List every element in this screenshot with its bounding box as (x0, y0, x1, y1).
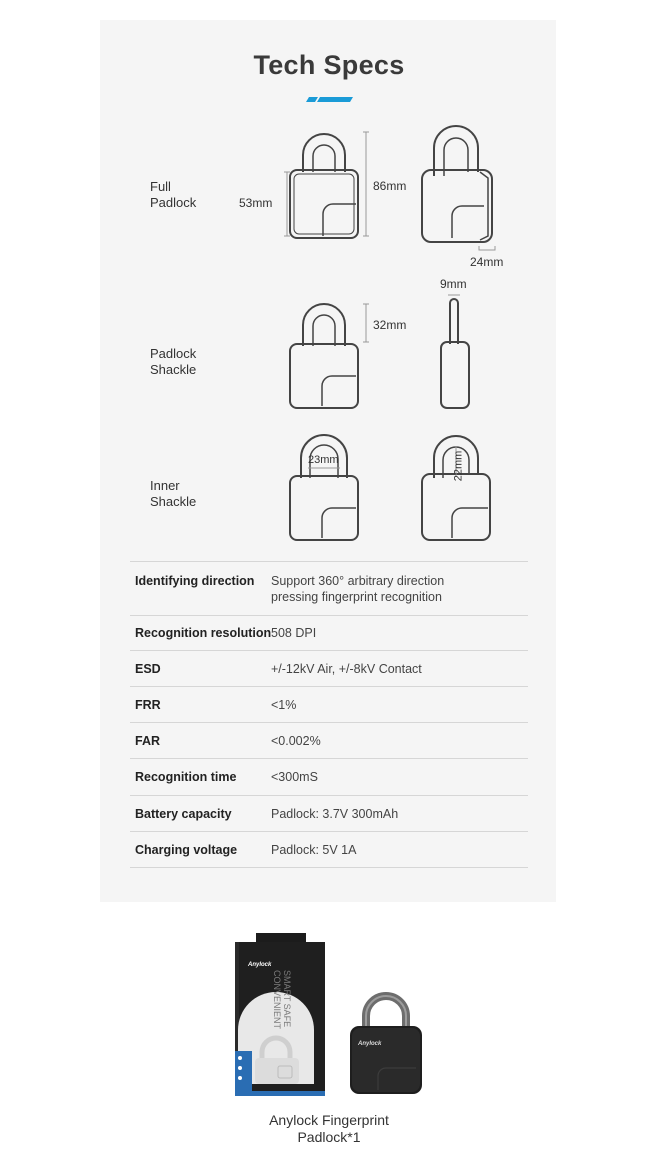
spec-value-line2: pressing fingerprint recognition (271, 590, 442, 604)
full-padlock-label-line2: Padlock (150, 195, 197, 210)
padlock-shackle-label-line1: Padlock (150, 346, 197, 361)
spec-key: FAR (135, 734, 160, 748)
full-padlock-front-drawing (290, 134, 358, 238)
spec-value: <300mS (271, 770, 318, 784)
padlock-brand-logo: Anylock (358, 1041, 382, 1047)
spec-key: Charging voltage (135, 843, 238, 857)
full-padlock-depth: 24mm (470, 255, 504, 269)
box-tagline-line1: SMART SAFE (282, 970, 292, 1028)
full-padlock-label-line1: Full (150, 179, 171, 194)
padlock-shackle-thickness: 9mm (440, 277, 467, 291)
inner-shackle-front-drawing (290, 435, 358, 540)
full-padlock-side-drawing (422, 126, 492, 242)
spec-row (130, 723, 528, 759)
box-brand-logo: Anylock (248, 962, 272, 968)
spec-row (130, 561, 528, 616)
spec-value (271, 573, 444, 605)
padlock-shackle-side-drawing (441, 299, 469, 408)
spec-key: Recognition time (135, 770, 237, 784)
product-caption-line2: Padlock*1 (297, 1129, 361, 1145)
spec-key: Battery capacity (135, 807, 232, 821)
spec-row (130, 759, 528, 796)
inner-shackle-width: 23mm (308, 454, 339, 466)
spec-row (130, 832, 528, 868)
padlock-shackle-height: 32mm (373, 318, 407, 332)
product-caption-line1: Anylock Fingerprint (269, 1112, 389, 1128)
padlock-shackle-label-line2: Shackle (150, 362, 197, 377)
product-caption (0, 1112, 658, 1146)
spec-row (130, 615, 528, 651)
padlock-shackle-front-drawing (290, 304, 358, 408)
spec-value-line1: Support 360° arbitrary direction (271, 574, 445, 588)
full-padlock-height: 86mm (373, 179, 407, 193)
spec-value: <1% (271, 698, 297, 712)
full-padlock-width: 53mm (239, 196, 273, 210)
spec-value: +/-12kV Air, +/-8kV Contact (271, 662, 422, 676)
spec-row (130, 687, 528, 723)
spec-key: Recognition resolution (135, 626, 272, 640)
spec-row (130, 796, 528, 832)
spec-value: <0.002% (271, 734, 321, 748)
box-tagline-line2: CONVENIENT (272, 970, 282, 1030)
inner-shackle-height: 22mm (452, 450, 465, 482)
inner-shackle-label-line2: Shackle (150, 494, 197, 509)
spec-key: Identifying direction (135, 574, 255, 588)
box-tagline (252, 970, 292, 1030)
spec-value: Padlock: 5V 1A (271, 843, 357, 857)
spec-value: 508 DPI (271, 626, 317, 640)
spec-key: ESD (135, 662, 161, 676)
inner-shackle-label (150, 478, 196, 510)
inner-shackle-label-line1: Inner (150, 478, 180, 493)
spec-key: FRR (135, 698, 161, 712)
padlock-shackle-label (150, 346, 196, 378)
spec-value: Padlock: 3.7V 300mAh (271, 807, 399, 821)
page-title: Tech Specs (253, 50, 405, 80)
spec-row (130, 651, 528, 687)
full-padlock-label (150, 179, 196, 211)
dimension-diagrams (0, 0, 658, 560)
